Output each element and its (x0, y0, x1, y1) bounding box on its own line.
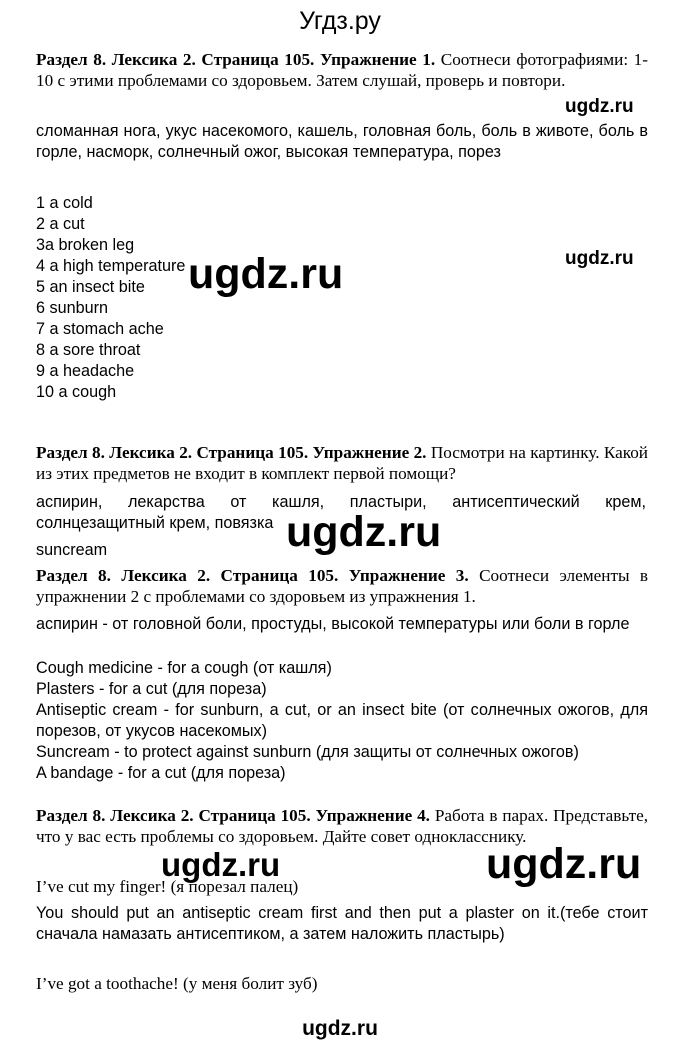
exercise-2-task: Посмотри на картинку. Какой из этих предметов не входит в комплект первой помощи? (36, 443, 648, 483)
exercise-1-heading: Раздел 8. Лексика 2. Страница 105. Упражнение 1. (36, 50, 436, 69)
exercise-4-heading: Раздел 8. Лексика 2. Страница 105. Упражнение 4. (36, 806, 430, 825)
list-item: Suncream - to protect against sunburn (для защиты от солнечных ожогов) (36, 743, 579, 761)
list-item: A bandage - for a cut (для пореза) (36, 764, 286, 782)
footer-watermark: ugdz.ru (302, 1017, 378, 1040)
watermark: ugdz.ru (486, 840, 642, 888)
exercise-4-task: Работа в парах. Представьте, что у вас есть проблемы со здоровьем. Дайте совет однокласснику. (36, 806, 649, 846)
watermark: ugdz.ru (161, 846, 281, 883)
exercise-3-task: Соотнеси элементы в упражнении 2 с проблемами со здоровьем из упражнения 1. (36, 566, 649, 606)
exercise-4-line-1: I’ve cut my finger! (я порезал палец) (36, 877, 299, 896)
list-item: Antiseptic cream - for sunburn, a cut, or an insect bite (от солнечных ожогов, для порезов, от укусов насекомых) (36, 701, 648, 740)
list-item: 7 a stomach ache (36, 320, 164, 338)
watermark: ugdz.ru (565, 248, 634, 269)
exercise-1-answer-list (36, 193, 185, 403)
list-item: 8 a sore throat (36, 341, 141, 359)
exercise-1-paragraph (36, 49, 648, 91)
exercise-3-paragraph (36, 565, 648, 607)
exercise-2-words: аспирин, лекарства от кашля, пластыри, антисептический крем, солнцезащитный крем, повязка (36, 493, 646, 532)
exercise-1-words: сломанная нога, укус насекомого, кашель, головная боль, боль в животе, боль в горле, насморк, солнечный ожог, высокая температура, порез (36, 122, 648, 161)
watermark: ugdz.ru (188, 250, 344, 298)
list-item: 2 a cut (36, 215, 85, 233)
list-item: 6 sunburn (36, 299, 108, 317)
exercise-3-intro: аспирин - от головной боли, простуды, высокой температуры или боли в горле (36, 615, 630, 633)
watermark: ugdz.ru (286, 508, 442, 556)
site-title: Угдз.ру (299, 7, 381, 35)
exercise-2-answer: suncream (36, 541, 108, 559)
watermark: ugdz.ru (565, 96, 634, 117)
list-item: 4 a high temperature (36, 257, 186, 275)
exercise-1-task: Соотнеси фотографиями: 1-10 с этими проблемами со здоровьем. Затем слушай, проверь и повтори. (36, 50, 649, 90)
exercise-4-line-3: I’ve got a toothache! (у меня болит зуб) (36, 974, 318, 993)
exercise-3-answers (36, 658, 648, 784)
list-item: 1 a cold (36, 194, 93, 212)
exercise-2-paragraph (36, 442, 648, 484)
exercise-4-line-2: You should put an antiseptic cream first and then put a plaster on it.(тебе стоит сначала намазать антисептиком, а затем наложить пластырь) (36, 904, 648, 943)
list-item: 5 an insect bite (36, 278, 145, 296)
exercise-2-heading: Раздел 8. Лексика 2. Страница 105. Упражнение 2. (36, 443, 427, 462)
list-item: 10 a cough (36, 383, 117, 401)
exercise-3-heading: Раздел 8. Лексика 2. Страница 105. Упражнение 3. (36, 566, 469, 585)
list-item: 9 a headache (36, 362, 135, 380)
list-item: Plasters - for a cut (для пореза) (36, 680, 267, 698)
list-item: 3a broken leg (36, 236, 135, 254)
list-item: Cough medicine - for a cough (от кашля) (36, 659, 332, 677)
